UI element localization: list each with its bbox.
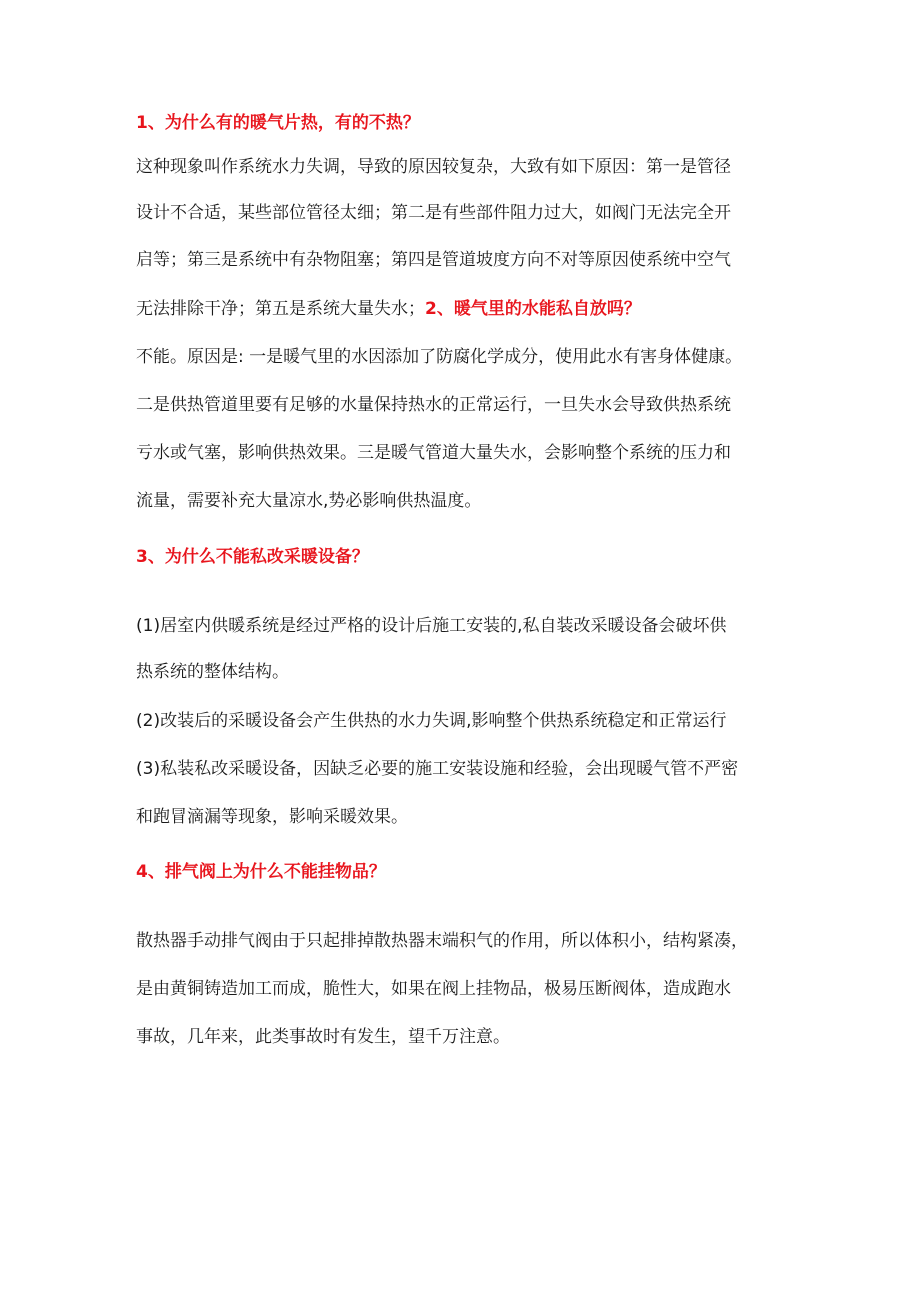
question-2-heading: 2、暖气里的水能私自放吗？ bbox=[425, 299, 641, 319]
question-1-text-line: 启等；第三是系统中有杂物阻塞；第四是管道坡度方向不对等原因使系统中空气 bbox=[136, 250, 731, 270]
question-4-text-line: 散热器手动排气阀由于只起排掉散热器末端积气的作用，所以体积小，结构紧凑， bbox=[136, 931, 748, 951]
question-3-text-line: (2)改装后的采暖设备会产生供热的水力失调,影响整个供热系统稳定和正常运行 bbox=[136, 711, 727, 731]
question-3-text-line: (1)居室内供暖系统是经过严格的设计后施工安装的,私自装改采暖设备会破坏供 bbox=[136, 616, 727, 636]
question-1-text-end: 无法排除干净；第五是系统大量失水； bbox=[136, 299, 425, 319]
question-3-text-line: 和跑冒滴漏等现象，影响采暖效果。 bbox=[136, 807, 408, 827]
question-3-text-line: (3)私装私改采暖设备，因缺乏必要的施工安装设施和经验，会出现暖气管不严密 bbox=[136, 759, 739, 779]
question-2-text-line: 不能。原因是: 一是暖气里的水因添加了防腐化学成分，使用此水有害身体健康。 bbox=[136, 347, 743, 367]
question-3-heading: 3、为什么不能私改采暖设备？ bbox=[136, 547, 369, 567]
question-1-text-line: 设计不合适，某些部位管径太细；第二是有些部件阻力过大，如阀门无法完全开 bbox=[136, 203, 731, 223]
question-3-text-line: 热系统的整体结构。 bbox=[136, 662, 289, 682]
question-1-text-line: 这种现象叫作系统水力失调，导致的原因较复杂，大致有如下原因：第一是管径 bbox=[136, 157, 731, 177]
question-4-heading: 4、排气阀上为什么不能挂物品？ bbox=[136, 862, 386, 882]
question-1-mixed-line bbox=[136, 297, 796, 321]
question-4-text-line: 事故，几年来，此类事故时有发生，望千万注意。 bbox=[136, 1027, 510, 1047]
question-2-text-line: 亏水或气塞，影响供热效果。三是暖气管道大量失水，会影响整个系统的压力和 bbox=[136, 443, 731, 463]
question-2-text-line: 二是供热管道里要有足够的水量保持热水的正常运行，一旦失水会导致供热系统 bbox=[136, 395, 731, 415]
question-4-text-line: 是由黄铜铸造加工而成，脆性大，如果在阀上挂物品，极易压断阀体，造成跑水 bbox=[136, 979, 731, 999]
question-2-text-line: 流量，需要补充大量凉水,势必影响供热温度。 bbox=[136, 491, 482, 511]
question-1-heading: 1、为什么有的暖气片热，有的不热？ bbox=[136, 113, 420, 133]
